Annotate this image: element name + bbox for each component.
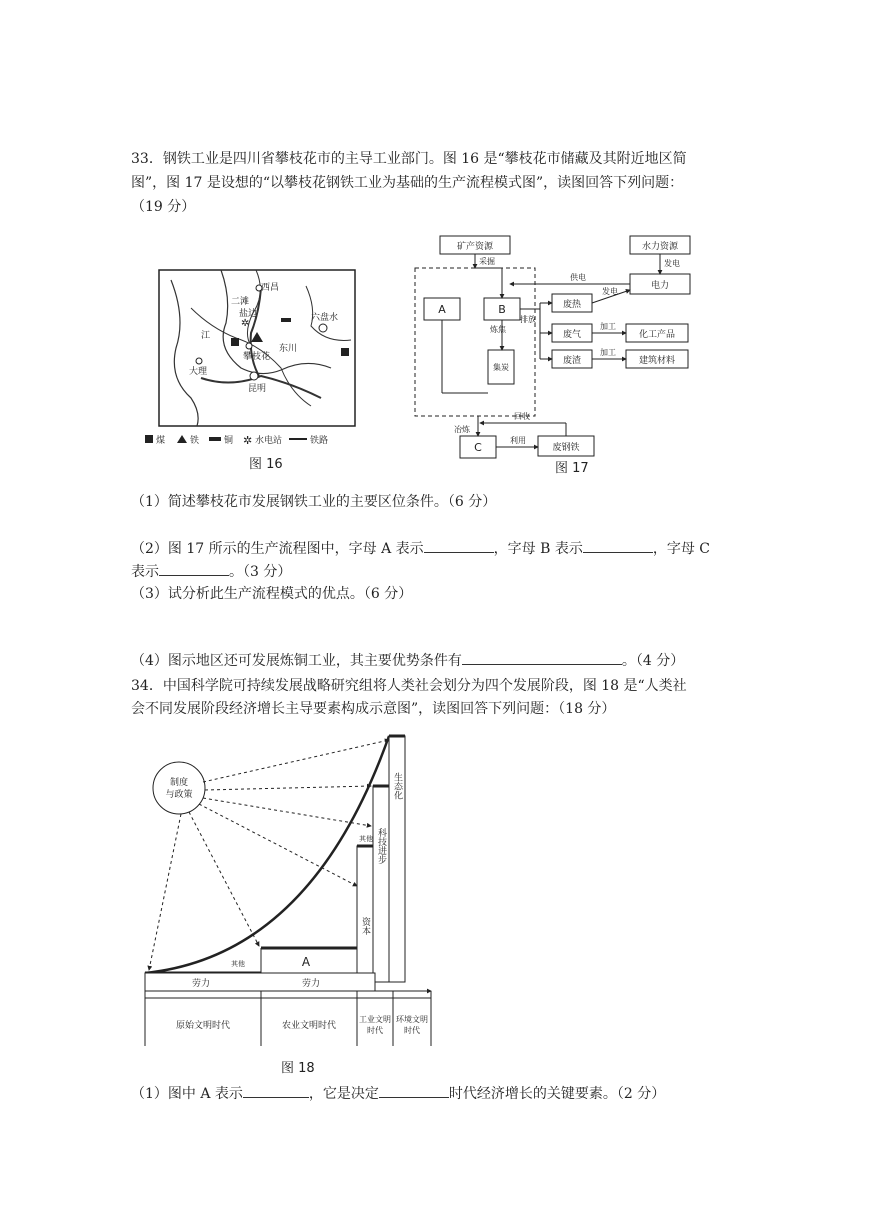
q33-intro-line1: 33．钢铁工业是四川省攀枝花市的主导工业部门。图 16 是“攀枝花市储藏及其附近地区简 bbox=[131, 151, 687, 167]
q34-sub1 bbox=[131, 1083, 665, 1105]
map-label-kunming: 昆明 bbox=[248, 384, 267, 394]
other-label: 其他 bbox=[231, 960, 245, 968]
copper-icon bbox=[281, 318, 291, 322]
policy-arrow bbox=[203, 740, 389, 782]
other-label: 其他 bbox=[359, 835, 373, 843]
box-C-label: C bbox=[474, 441, 482, 454]
era-industrial-line2: 时代 bbox=[367, 1026, 383, 1035]
label-gen2: 发电 bbox=[602, 287, 618, 296]
fig17-caption: 图 17 bbox=[555, 461, 589, 476]
column-tech-label: 科技进步 bbox=[376, 828, 386, 864]
answer-blank-A[interactable] bbox=[424, 538, 494, 553]
era-industrial-line1: 工业文明 bbox=[359, 1015, 391, 1024]
map-label-yanbian: 盐边 bbox=[239, 309, 258, 319]
column-capital bbox=[357, 846, 373, 982]
A-label: A bbox=[301, 955, 311, 969]
q34-intro-line2: 会不同发展阶段经济增长主导要素构成示意图”，读图回答下列问题：（18 分） bbox=[131, 701, 616, 717]
answer-blank-copper[interactable] bbox=[462, 650, 622, 665]
era-environment-line1: 环境文明 bbox=[396, 1015, 428, 1024]
q33-sub4-text-a: （4）图示地区还可发展炼铜工业，其主要优势条件有 bbox=[131, 653, 462, 669]
hydro-station-icon: ✲ bbox=[241, 318, 250, 329]
map-label-liupanshui: 六盘水 bbox=[311, 313, 339, 323]
map-label-panzhihua: 攀枝花 bbox=[243, 352, 271, 362]
label-cool: 冶炼 bbox=[454, 425, 470, 434]
q33-sub2-line2 bbox=[131, 561, 291, 583]
era-agricultural: 农业文明时代 bbox=[281, 1021, 337, 1031]
policy-label-line2: 与政策 bbox=[165, 790, 193, 800]
labor-band bbox=[145, 973, 375, 991]
box-scrap-label: 废钢铁 bbox=[552, 443, 580, 453]
answer-blank-q34-era[interactable] bbox=[379, 1083, 449, 1098]
labor-label-2: 劳力 bbox=[301, 979, 321, 989]
map-label-dali: 大理 bbox=[189, 367, 208, 377]
q33-sub4 bbox=[131, 650, 684, 672]
policy-arrow bbox=[199, 804, 357, 886]
box-coke-label: 集炭 bbox=[493, 363, 509, 372]
legend-coal-icon bbox=[145, 435, 153, 443]
legend-coal-label: 煤 bbox=[156, 436, 166, 446]
labor-label-1: 劳力 bbox=[191, 979, 211, 989]
fig16-caption: 图 16 bbox=[249, 457, 283, 472]
legend-iron-label: 铁 bbox=[190, 436, 200, 446]
label-mining: 采掘 bbox=[479, 257, 495, 266]
label-proc1: 加工 bbox=[600, 322, 616, 331]
figure-16-map bbox=[131, 228, 371, 476]
figure-17-flowchart bbox=[410, 228, 700, 476]
city-dali-icon bbox=[196, 358, 202, 364]
legend-iron-icon bbox=[177, 435, 187, 443]
box-hydro-label: 水力资源 bbox=[641, 242, 679, 252]
policy-arrow bbox=[205, 786, 371, 790]
era-environment-line2: 时代 bbox=[404, 1026, 420, 1035]
answer-blank-C[interactable] bbox=[159, 561, 229, 576]
river-line bbox=[171, 280, 198, 426]
label-emit: 排放 bbox=[520, 315, 536, 324]
figure-18-diagram bbox=[131, 726, 441, 1078]
legend-hydro-label: 水电站 bbox=[255, 436, 283, 446]
box-waste-heat-label: 废热 bbox=[562, 300, 582, 310]
coal-icon bbox=[231, 338, 239, 346]
policy-arrow bbox=[203, 798, 371, 826]
box-B-label: B bbox=[498, 303, 506, 316]
column-tech bbox=[373, 786, 389, 982]
railway-line bbox=[251, 288, 261, 376]
q34-sub1-text-c: 时代经济增长的关键要素。（2 分） bbox=[448, 1086, 666, 1102]
city-kunming-icon bbox=[250, 372, 258, 380]
box-ore-label: 矿产资源 bbox=[456, 242, 494, 252]
map-label-jiang: 江 bbox=[201, 331, 211, 341]
label-smelt: 炼焦 bbox=[490, 325, 506, 334]
label-supply: 供电 bbox=[570, 273, 586, 282]
policy-arrow bbox=[189, 812, 259, 946]
q33-sub1: （1）简述攀枝花市发展钢铁工业的主要区位条件。（6 分） bbox=[131, 494, 497, 510]
column-capital-label: 资本 bbox=[360, 917, 370, 935]
legend-hydro-icon: ✲ bbox=[243, 434, 253, 447]
q34-intro-line1: 34．中国科学院可持续发展战略研究组将人类社会划分为四个发展阶段，图 18 是“人类社 bbox=[131, 678, 687, 694]
q33-sub2-text-b: ，字母 B 表示 bbox=[493, 541, 583, 557]
q33-sub2-text-d: 表示 bbox=[131, 564, 159, 580]
q33-intro-line2: 图”，图 17 是设想的“以攀枝花钢铁工业为基础的生产流程模式图”，读图回答下列问题： bbox=[131, 175, 684, 191]
label-proc2: 加工 bbox=[600, 348, 616, 357]
legend-copper-label: 铜 bbox=[224, 436, 234, 446]
answer-blank-q34-A[interactable] bbox=[243, 1083, 309, 1098]
q34-sub1-text-b: ，它是决定 bbox=[308, 1086, 379, 1102]
city-liupanshui-icon bbox=[319, 324, 327, 332]
iron-icon bbox=[251, 332, 263, 342]
label-use: 利用 bbox=[510, 436, 526, 445]
policy-circle bbox=[153, 762, 205, 814]
q34-sub1-text-a: （1）图中 A 表示 bbox=[131, 1086, 243, 1102]
q33-sub2-line1 bbox=[131, 538, 710, 560]
era-primitive: 原始文明时代 bbox=[175, 1021, 231, 1031]
box-chem-label: 化工产品 bbox=[638, 330, 676, 340]
column-eco-label: 生态化 bbox=[392, 772, 402, 800]
q33-sub2-text-e: 。（3 分） bbox=[229, 564, 292, 580]
answer-blank-B[interactable] bbox=[583, 538, 653, 553]
coal-icon bbox=[341, 348, 349, 356]
fig18-caption: 图 18 bbox=[281, 1061, 315, 1076]
plant-boundary bbox=[415, 268, 535, 416]
box-build-label: 建筑材料 bbox=[638, 356, 676, 366]
box-waste-slag-label: 废渣 bbox=[562, 356, 582, 366]
legend-railway-label: 铁路 bbox=[310, 436, 329, 446]
q33-intro-line3: （19 分） bbox=[131, 199, 196, 215]
label-gen1: 发电 bbox=[664, 259, 680, 268]
map-label-dongchuan: 东川 bbox=[279, 344, 298, 354]
policy-arrow bbox=[149, 814, 181, 970]
map-label-xichang: 西昌 bbox=[261, 283, 280, 293]
q33-sub4-text-b: 。（4 分） bbox=[621, 653, 685, 669]
policy-label-line1: 制度 bbox=[169, 778, 189, 788]
box-A-label: A bbox=[438, 303, 446, 316]
box-power-label: 电力 bbox=[650, 281, 670, 291]
city-panzhihua-icon bbox=[246, 343, 252, 349]
label-recycle: 回收 bbox=[514, 412, 530, 421]
box-waste-gas-label: 废气 bbox=[562, 330, 582, 340]
q33-sub2-text-c: ，字母 C bbox=[652, 541, 711, 557]
q33-sub2-text-a: （2）图 17 所示的生产流程图中，字母 A 表示 bbox=[131, 541, 424, 557]
legend-copper-icon bbox=[209, 437, 221, 441]
map-label-ertan: 二滩 bbox=[231, 297, 250, 307]
q33-sub3: （3）试分析此生产流程模式的优点。（6 分） bbox=[131, 586, 413, 602]
